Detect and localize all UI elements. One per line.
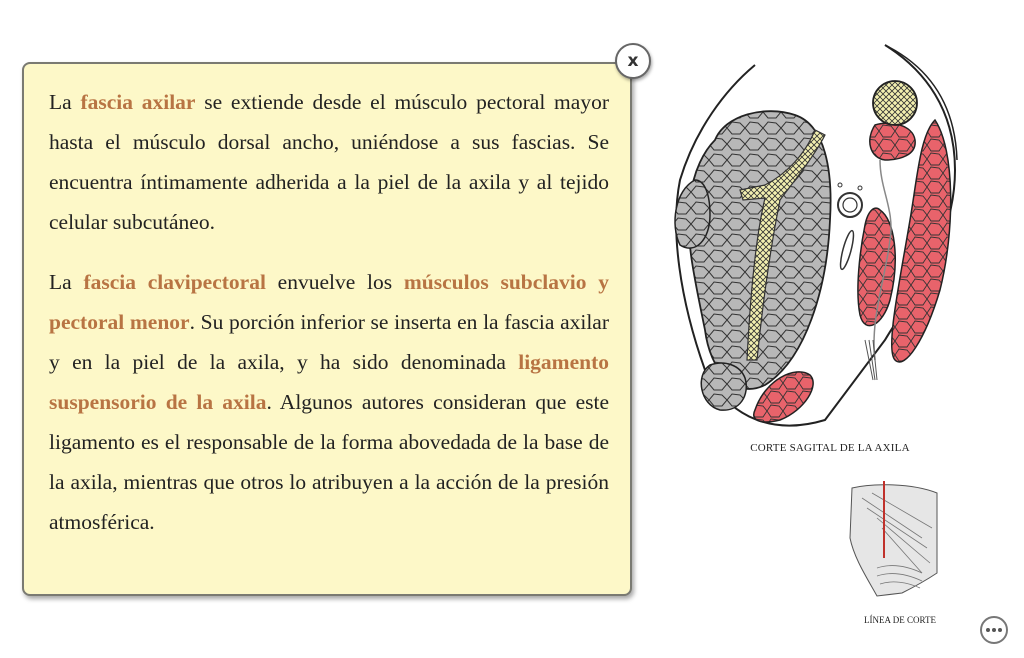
term-musculos-subclavio: músculos subclavio y pectoral menor — [49, 270, 609, 334]
vessel-oval — [838, 230, 856, 271]
text-segment: . Algunos autores consideran que este ligamento es el responsable de la forma abovedada de la base de la axila, mientras que otros lo atribuyen a la acción de la presión atmosférica. — [49, 390, 610, 534]
axilla-sagittal-illustration — [655, 40, 975, 440]
text-segment: envuelve los — [265, 270, 404, 294]
red-muscle-middle — [858, 208, 895, 326]
close-button[interactable] — [615, 43, 651, 79]
more-icon — [998, 628, 1002, 632]
text-segment: La — [49, 90, 81, 114]
more-icon — [992, 628, 996, 632]
cut-line-thumbnail — [842, 478, 942, 608]
info-panel — [22, 62, 632, 596]
thumbnail-caption: LÍNEA DE CORTE — [864, 615, 936, 625]
term-ligamento-suspensorio: ligamento suspensorio de la axila — [49, 350, 609, 414]
clavicle-section — [873, 81, 917, 125]
term-fascia-clavipectoral: fascia clavipectoral — [83, 270, 266, 294]
gray-lobe-bottom — [701, 363, 746, 410]
small-vessel — [838, 183, 842, 187]
panel-text — [49, 82, 609, 562]
more-icon — [986, 628, 990, 632]
paragraph-fascia-clavipectoral — [49, 262, 609, 542]
close-icon: x — [627, 51, 639, 71]
gray-lobe-left — [675, 180, 710, 248]
paragraph-fascia-axilar — [49, 82, 609, 242]
vessel-inner — [843, 198, 857, 212]
term-fascia-axilar: fascia axilar — [80, 90, 196, 114]
text-segment: se extiende desde el músculo pectoral mayor hasta el músculo dorsal ancho, uniéndose a sus fascias. Se encuentra íntimamente adherida a la piel de la axila y al tejido celular subcutáneo. — [49, 90, 609, 234]
more-button[interactable] — [980, 616, 1008, 644]
text-segment: La — [49, 270, 84, 294]
text-segment: . Su porción inferior se inserta en la fascia axilar y en la piel de la axila, y ha sido denominada — [49, 310, 610, 374]
illustration-caption: CORTE SAGITAL DE LA AXILA — [750, 442, 910, 454]
red-muscle-upper — [870, 123, 915, 160]
small-vessel — [858, 186, 862, 190]
